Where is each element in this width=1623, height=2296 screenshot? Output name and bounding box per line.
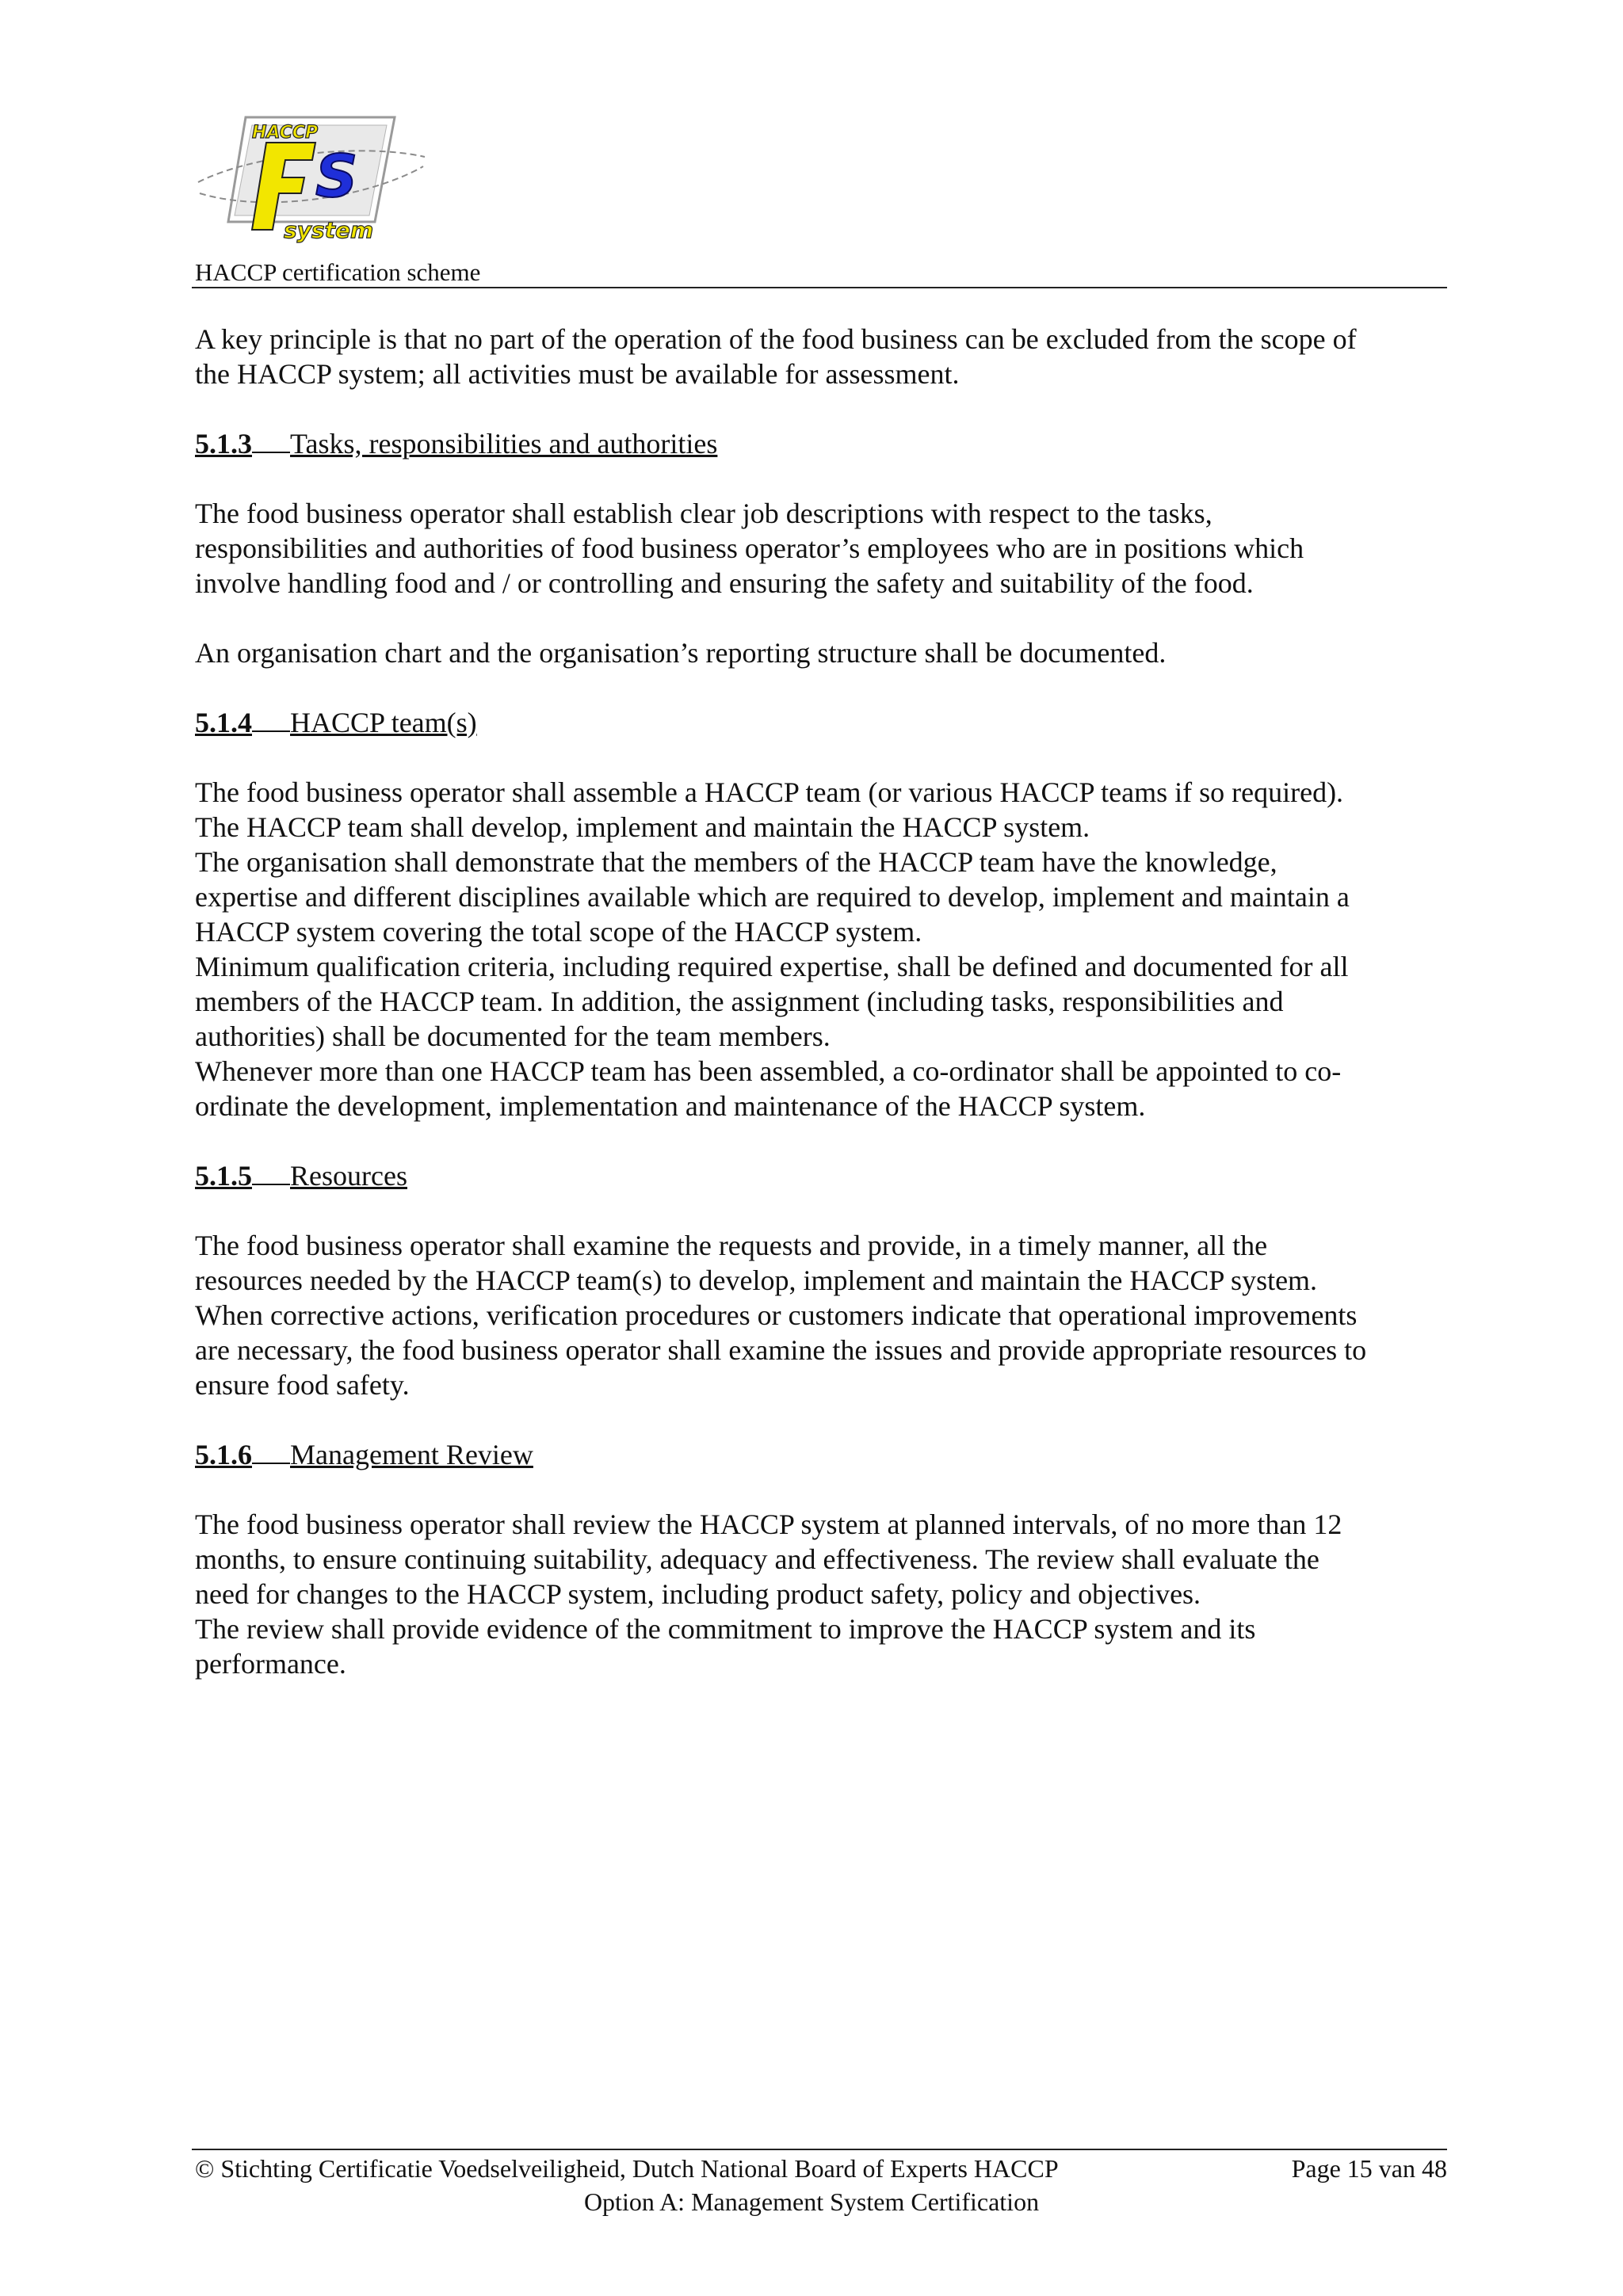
text-line: HACCP system covering the total scope of the HACCP system. xyxy=(195,916,922,948)
section-number: 5.1.4 xyxy=(195,707,252,738)
section-title: HACCP team(s) xyxy=(290,707,477,738)
heading-underline-gap xyxy=(252,707,290,732)
haccp-fs-system-logo xyxy=(197,111,426,252)
heading-underline-gap xyxy=(252,1439,290,1464)
text-line: performance. xyxy=(195,1648,346,1680)
header-title: HACCP certification scheme xyxy=(195,258,481,286)
section-paragraph xyxy=(195,1507,1447,1681)
text-line: The HACCP team shall develop, implement and maintain the HACCP system. xyxy=(195,811,1090,843)
intro-paragraph xyxy=(195,322,1447,391)
header-divider xyxy=(192,287,1447,288)
section-paragraph xyxy=(195,1228,1447,1402)
text-line: Minimum qualification criteria, including required expertise, shall be defined and documented for all xyxy=(195,951,1349,982)
section-heading-5-1-3 xyxy=(195,426,1447,461)
text-line: members of the HACCP team. In addition, the assignment (including tasks, responsibilities and xyxy=(195,986,1284,1017)
text-line: The food business operator shall assemble a HACCP team (or various HACCP teams if so required). xyxy=(195,776,1344,808)
heading-underline-gap xyxy=(252,1160,290,1185)
text-line: need for changes to the HACCP system, including product safety, policy and objectives. xyxy=(195,1578,1201,1610)
svg-text:system: system xyxy=(284,217,374,243)
text-line: ensure food safety. xyxy=(195,1369,410,1401)
section-heading-5-1-6 xyxy=(195,1437,1447,1472)
text-line: The food business operator shall establish clear job descriptions with respect to the tasks, xyxy=(195,498,1212,529)
text-line: involve handling food and / or controlling and ensuring the safety and suitability of the food. xyxy=(195,567,1254,599)
document-body xyxy=(195,322,1447,1716)
svg-text:S: S xyxy=(315,143,358,211)
text-line: resources needed by the HACCP team(s) to develop, implement and maintain the HACCP system. xyxy=(195,1264,1318,1296)
text-line: are necessary, the food business operator shall examine the issues and provide appropriate resources to xyxy=(195,1334,1367,1366)
section-heading-5-1-5 xyxy=(195,1158,1447,1193)
section-number: 5.1.5 xyxy=(195,1160,252,1192)
footer-subtitle: Option A: Management System Certification xyxy=(583,2187,1040,2216)
section-number: 5.1.6 xyxy=(195,1439,252,1470)
footer-page-number: Page 15 van 48 xyxy=(1291,2154,1447,2183)
text-line: The food business operator shall examine the requests and provide, in a timely manner, all the xyxy=(195,1230,1268,1261)
section-paragraph xyxy=(195,496,1447,601)
text-line: An organisation chart and the organisation’s reporting structure shall be documented. xyxy=(195,637,1167,669)
text-line: When corrective actions, verification procedures or customers indicate that operational improvements xyxy=(195,1299,1358,1331)
text-line: the HACCP system; all activities must be available for assessment. xyxy=(195,358,960,390)
section-title: Tasks, responsibilities and authorities xyxy=(290,428,718,460)
section-paragraph xyxy=(195,635,1447,670)
svg-text:HACCP: HACCP xyxy=(252,123,319,143)
text-line: A key principle is that no part of the operation of the food business can be excluded from the scope of xyxy=(195,323,1357,355)
text-line: responsibilities and authorities of food business operator’s employees who are in positions which xyxy=(195,532,1304,564)
text-line: expertise and different disciplines available which are required to develop, implement and maintain a xyxy=(195,881,1350,913)
text-line: months, to ensure continuing suitability, adequacy and effectiveness. The review shall evaluate the xyxy=(195,1543,1319,1575)
section-paragraph xyxy=(195,775,1447,1123)
text-line: Whenever more than one HACCP team has been assembled, a co-ordinator shall be appointed to co- xyxy=(195,1055,1342,1087)
section-heading-5-1-4 xyxy=(195,705,1447,740)
heading-underline-gap xyxy=(252,428,290,453)
text-line: ordinate the development, implementation and maintenance of the HACCP system. xyxy=(195,1090,1146,1122)
text-line: authorities) shall be documented for the team members. xyxy=(195,1020,831,1052)
section-title: Resources xyxy=(290,1160,407,1192)
footer-divider xyxy=(192,2149,1447,2150)
text-line: The food business operator shall review the HACCP system at planned intervals, of no more than 12 xyxy=(195,1508,1342,1540)
section-number: 5.1.3 xyxy=(195,428,252,460)
footer-copyright: © Stichting Certificatie Voedselveiligheid, Dutch National Board of Experts HACCP xyxy=(195,2154,1059,2183)
section-title: Management Review xyxy=(290,1439,533,1470)
text-line: The organisation shall demonstrate that the members of the HACCP team have the knowledge, xyxy=(195,846,1277,878)
text-line: The review shall provide evidence of the commitment to improve the HACCP system and its xyxy=(195,1613,1256,1645)
